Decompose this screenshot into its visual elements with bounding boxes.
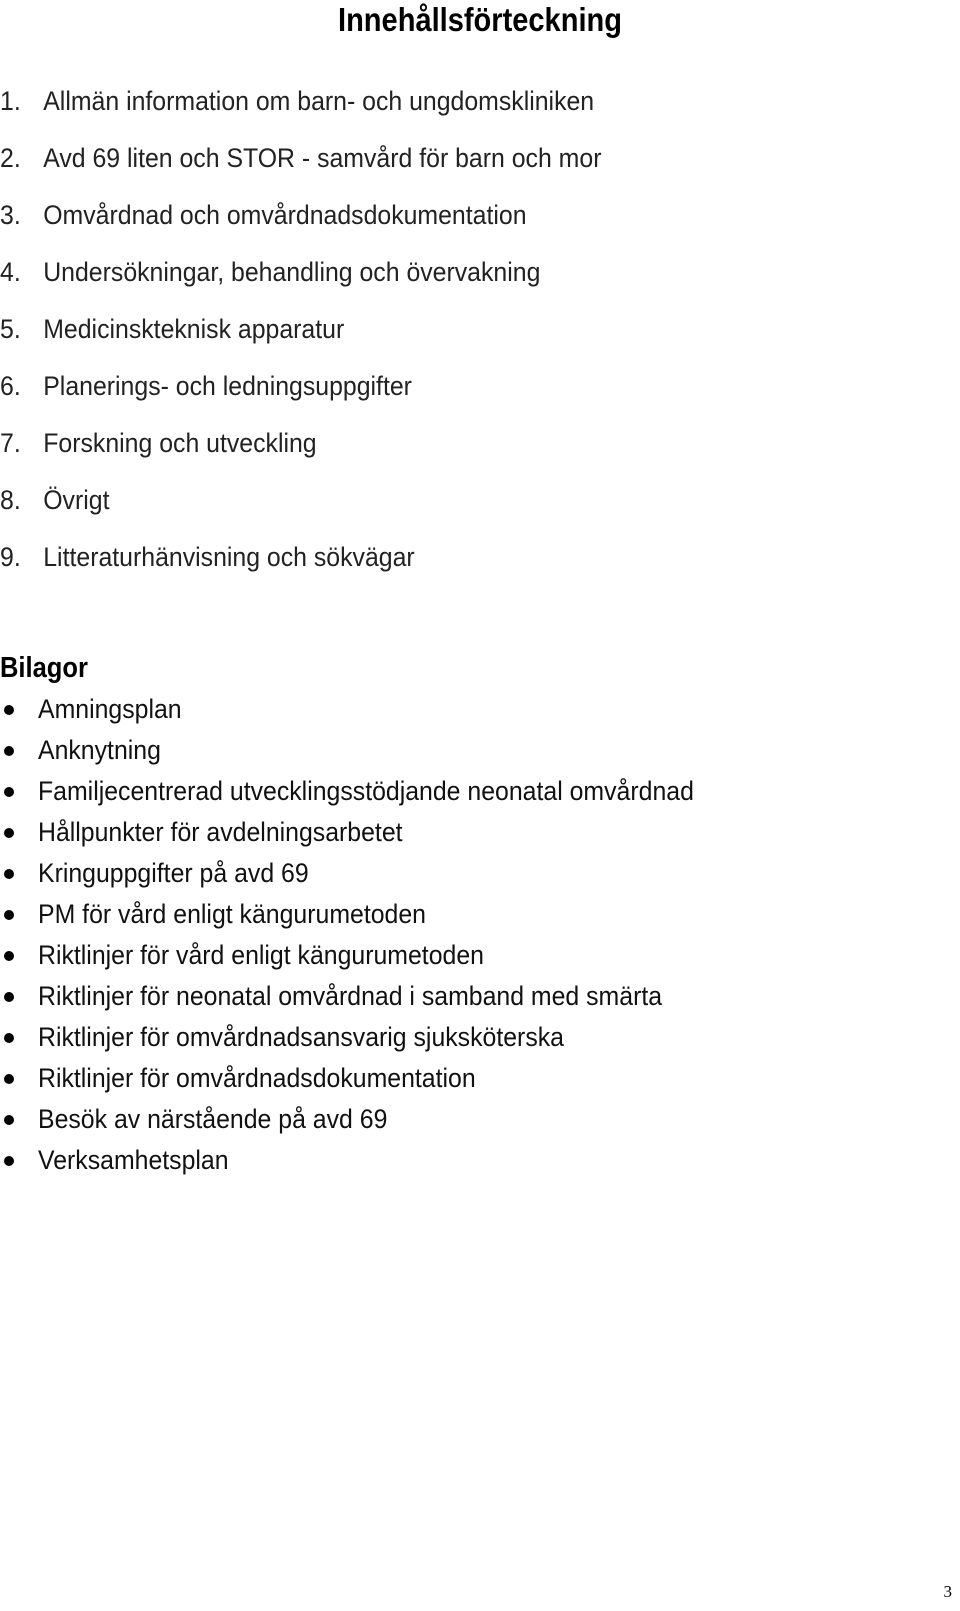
toc-item-number: 8. — [0, 485, 21, 515]
list-item-text: Kringuppgifter på avd 69 — [38, 858, 309, 888]
list-item-text: Riktlinjer för neonatal omvårdnad i samband med smärta — [38, 981, 663, 1011]
bullet-icon — [4, 746, 14, 756]
toc-item — [0, 195, 527, 235]
list-item-text: Amningsplan — [38, 694, 182, 724]
toc-item-number: 4. — [0, 257, 21, 287]
list-item-text: Verksamhetsplan — [38, 1145, 229, 1175]
list-item-text: Anknytning — [38, 735, 161, 765]
toc-item — [0, 480, 109, 520]
bullet-icon — [4, 1156, 14, 1166]
appendix-heading: Bilagor — [0, 652, 88, 684]
toc-item-number: 3. — [0, 200, 21, 230]
bullet-icon — [4, 910, 14, 920]
toc-item-text: Litteraturhänvisning och sökvägar — [43, 542, 415, 572]
bullet-icon — [4, 992, 14, 1002]
toc-item — [0, 81, 594, 121]
bullet-icon — [4, 1033, 14, 1043]
bullet-icon — [4, 787, 14, 797]
toc-item-number: 7. — [0, 428, 21, 458]
page-title: Innehållsförteckning — [338, 1, 622, 38]
toc-item-number: 5. — [0, 314, 21, 344]
toc-item-text: Planerings- och ledningsuppgifter — [43, 371, 412, 401]
toc-item-text: Omvårdnad och omvårdnadsdokumentation — [43, 200, 527, 230]
toc-item — [0, 366, 412, 406]
bullet-icon — [4, 951, 14, 961]
toc-item — [0, 309, 344, 349]
toc-item — [0, 423, 317, 463]
toc-item-number: 9. — [0, 542, 21, 572]
toc-item-text: Medicinskteknisk apparatur — [43, 314, 345, 344]
toc-item-text: Avd 69 liten och STOR - samvård för barn och mor — [43, 143, 602, 173]
page-number: 3 — [943, 1582, 952, 1601]
list-item-text: Familjecentrerad utvecklingsstödjande neonatal omvårdnad — [38, 776, 694, 806]
bullet-icon — [4, 869, 14, 879]
bullet-icon — [4, 828, 14, 838]
toc-item-number: 1. — [0, 86, 21, 116]
toc-item — [0, 537, 415, 577]
toc-item-text: Undersökningar, behandling och övervakning — [43, 257, 541, 287]
list-item-text: Hållpunkter för avdelningsarbetet — [38, 817, 403, 847]
toc-item-text: Forskning och utveckling — [43, 428, 317, 458]
toc-item — [0, 252, 540, 292]
toc-item-number: 2. — [0, 143, 21, 173]
list-item-text: PM för vård enligt kängurumetoden — [38, 899, 426, 929]
list-item-text: Besök av närstående på avd 69 — [38, 1104, 388, 1134]
list-item-text: Riktlinjer för omvårdnadsansvarig sjuksköterska — [38, 1022, 564, 1052]
bullet-icon — [4, 705, 14, 715]
bullet-icon — [4, 1074, 14, 1084]
list-item-text: Riktlinjer för omvårdnadsdokumentation — [38, 1063, 476, 1093]
toc-item-text: Övrigt — [43, 485, 110, 515]
list-item-text: Riktlinjer för vård enligt kängurumetoden — [38, 940, 484, 970]
toc-item-text: Allmän information om barn- och ungdomskliniken — [43, 86, 595, 116]
toc-item-number: 6. — [0, 371, 21, 401]
toc-item — [0, 138, 601, 178]
bullet-icon — [4, 1115, 14, 1125]
